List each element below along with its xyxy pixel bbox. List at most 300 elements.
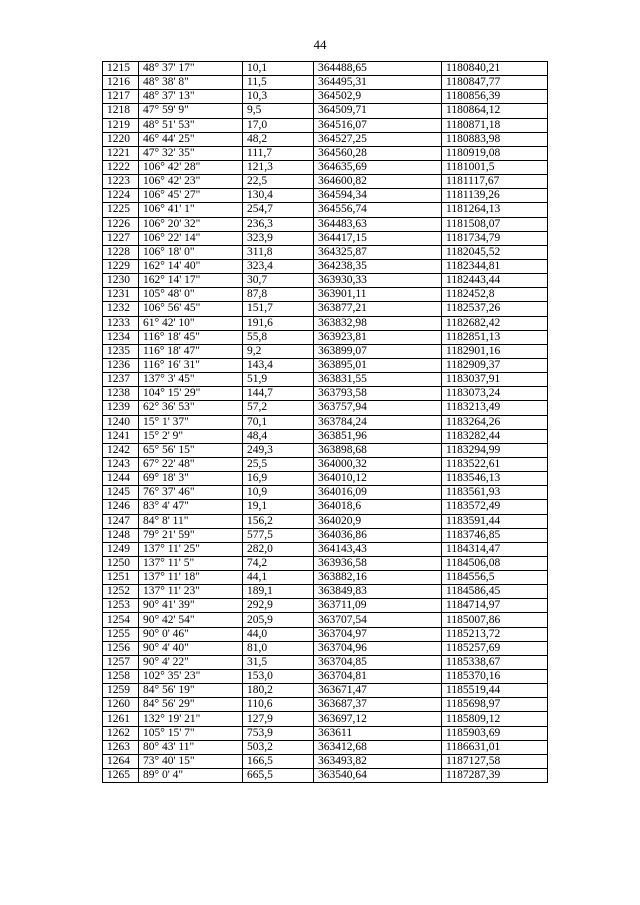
distance-cell: 205,9: [243, 613, 314, 627]
y-coordinate-cell: 1181117,67: [442, 175, 548, 189]
y-coordinate-cell: 1185519,44: [442, 684, 548, 698]
y-coordinate-cell: 1184714,97: [442, 599, 548, 613]
distance-cell: 9,5: [243, 104, 314, 118]
table-row: [103, 344, 548, 358]
y-coordinate-cell: 1183282,44: [442, 429, 548, 443]
angle-cell: 84° 8' 11": [139, 514, 243, 528]
distance-cell: 44,0: [243, 627, 314, 641]
distance-cell: 44,1: [243, 571, 314, 585]
y-coordinate-cell: 1182452,8: [442, 288, 548, 302]
distance-cell: 110,6: [243, 698, 314, 712]
table-row: [103, 118, 548, 132]
point-number-cell: 1265: [103, 769, 139, 783]
angle-cell: 162° 14' 17": [139, 274, 243, 288]
distance-cell: 292,9: [243, 599, 314, 613]
distance-cell: 10,1: [243, 62, 314, 76]
y-coordinate-cell: 1185809,12: [442, 712, 548, 726]
point-number-cell: 1240: [103, 415, 139, 429]
x-coordinate-cell: 363898,68: [314, 443, 442, 457]
y-coordinate-cell: 1183264,26: [442, 415, 548, 429]
table-row: [103, 245, 548, 259]
y-coordinate-cell: 1182443,44: [442, 274, 548, 288]
table-row: [103, 259, 548, 273]
distance-cell: 282,0: [243, 542, 314, 556]
x-coordinate-cell: 363784,24: [314, 415, 442, 429]
x-coordinate-cell: 363851,96: [314, 429, 442, 443]
angle-cell: 80° 43' 11": [139, 740, 243, 754]
point-number-cell: 1229: [103, 259, 139, 273]
x-coordinate-cell: 363849,83: [314, 585, 442, 599]
x-coordinate-cell: 364325,87: [314, 245, 442, 259]
angle-cell: 106° 22' 14": [139, 231, 243, 245]
coordinates-table: [102, 61, 548, 783]
table-row: [103, 429, 548, 443]
x-coordinate-cell: 364527,25: [314, 132, 442, 146]
point-number-cell: 1244: [103, 472, 139, 486]
x-coordinate-cell: 363412,68: [314, 740, 442, 754]
table-row: [103, 613, 548, 627]
y-coordinate-cell: 1183037,91: [442, 373, 548, 387]
angle-cell: 132° 19' 21": [139, 712, 243, 726]
table-row: [103, 302, 548, 316]
point-number-cell: 1257: [103, 655, 139, 669]
point-number-cell: 1220: [103, 132, 139, 146]
y-coordinate-cell: 1184506,08: [442, 556, 548, 570]
angle-cell: 61° 42' 10": [139, 316, 243, 330]
angle-cell: 116° 18' 47": [139, 344, 243, 358]
angle-cell: 106° 18' 0": [139, 245, 243, 259]
distance-cell: 31,5: [243, 655, 314, 669]
x-coordinate-cell: 364000,32: [314, 457, 442, 471]
angle-cell: 79° 21' 59": [139, 528, 243, 542]
point-number-cell: 1241: [103, 429, 139, 443]
angle-cell: 90° 4' 22": [139, 655, 243, 669]
y-coordinate-cell: 1183546,13: [442, 472, 548, 486]
angle-cell: 76° 37' 46": [139, 486, 243, 500]
angle-cell: 137° 3' 45": [139, 373, 243, 387]
table-row: [103, 740, 548, 754]
table-row: [103, 76, 548, 90]
point-number-cell: 1263: [103, 740, 139, 754]
point-number-cell: 1224: [103, 189, 139, 203]
x-coordinate-cell: 363704,81: [314, 670, 442, 684]
x-coordinate-cell: 363831,55: [314, 373, 442, 387]
table-row: [103, 387, 548, 401]
y-coordinate-cell: 1183746,85: [442, 528, 548, 542]
angle-cell: 105° 15' 7": [139, 726, 243, 740]
x-coordinate-cell: 363540,64: [314, 769, 442, 783]
table-row: [103, 684, 548, 698]
distance-cell: 665,5: [243, 769, 314, 783]
point-number-cell: 1239: [103, 401, 139, 415]
y-coordinate-cell: 1186631,01: [442, 740, 548, 754]
angle-cell: 137° 11' 18": [139, 571, 243, 585]
distance-cell: 17,0: [243, 118, 314, 132]
angle-cell: 48° 38' 8": [139, 76, 243, 90]
table-row: [103, 316, 548, 330]
table-row: [103, 500, 548, 514]
distance-cell: 151,7: [243, 302, 314, 316]
y-coordinate-cell: 1185903,69: [442, 726, 548, 740]
point-number-cell: 1262: [103, 726, 139, 740]
table-row: [103, 443, 548, 457]
y-coordinate-cell: 1181734,79: [442, 231, 548, 245]
x-coordinate-cell: 363793,58: [314, 387, 442, 401]
distance-cell: 11,5: [243, 76, 314, 90]
x-coordinate-cell: 363923,81: [314, 330, 442, 344]
distance-cell: 111,7: [243, 146, 314, 160]
angle-cell: 90° 41' 39": [139, 599, 243, 613]
y-coordinate-cell: 1184586,45: [442, 585, 548, 599]
angle-cell: 46° 44' 25": [139, 132, 243, 146]
angle-cell: 69° 18' 3": [139, 472, 243, 486]
distance-cell: 503,2: [243, 740, 314, 754]
x-coordinate-cell: 364600,82: [314, 175, 442, 189]
angle-cell: 67° 22' 48": [139, 457, 243, 471]
angle-cell: 104° 15' 29": [139, 387, 243, 401]
y-coordinate-cell: 1185007,86: [442, 613, 548, 627]
y-coordinate-cell: 1185213,72: [442, 627, 548, 641]
point-number-cell: 1232: [103, 302, 139, 316]
y-coordinate-cell: 1180864,12: [442, 104, 548, 118]
angle-cell: 62° 36' 53": [139, 401, 243, 415]
x-coordinate-cell: 363757,94: [314, 401, 442, 415]
table-row: [103, 146, 548, 160]
x-coordinate-cell: 363832,98: [314, 316, 442, 330]
distance-cell: 74,2: [243, 556, 314, 570]
point-number-cell: 1260: [103, 698, 139, 712]
x-coordinate-cell: 364560,28: [314, 146, 442, 160]
y-coordinate-cell: 1183294,99: [442, 443, 548, 457]
point-number-cell: 1238: [103, 387, 139, 401]
y-coordinate-cell: 1183572,49: [442, 500, 548, 514]
y-coordinate-cell: 1182909,37: [442, 358, 548, 372]
table-body: [103, 62, 548, 783]
x-coordinate-cell: 364010,12: [314, 472, 442, 486]
table-row: [103, 769, 548, 783]
table-row: [103, 288, 548, 302]
angle-cell: 83° 4' 47": [139, 500, 243, 514]
point-number-cell: 1253: [103, 599, 139, 613]
point-number-cell: 1255: [103, 627, 139, 641]
angle-cell: 48° 37' 13": [139, 90, 243, 104]
x-coordinate-cell: 363697,12: [314, 712, 442, 726]
angle-cell: 90° 42' 54": [139, 613, 243, 627]
y-coordinate-cell: 1183213,49: [442, 401, 548, 415]
x-coordinate-cell: 364502,9: [314, 90, 442, 104]
table-row: [103, 641, 548, 655]
point-number-cell: 1226: [103, 217, 139, 231]
angle-cell: 106° 45' 27": [139, 189, 243, 203]
y-coordinate-cell: 1180856,39: [442, 90, 548, 104]
angle-cell: 105° 48' 0": [139, 288, 243, 302]
y-coordinate-cell: 1180871,18: [442, 118, 548, 132]
y-coordinate-cell: 1185338,67: [442, 655, 548, 669]
angle-cell: 162° 14' 40": [139, 259, 243, 273]
angle-cell: 137° 11' 5": [139, 556, 243, 570]
point-number-cell: 1245: [103, 486, 139, 500]
distance-cell: 48,4: [243, 429, 314, 443]
page-number: 44: [313, 37, 327, 52]
angle-cell: 106° 42' 23": [139, 175, 243, 189]
angle-cell: 116° 16' 31": [139, 358, 243, 372]
table-row: [103, 655, 548, 669]
distance-cell: 236,3: [243, 217, 314, 231]
y-coordinate-cell: 1181139,26: [442, 189, 548, 203]
x-coordinate-cell: 363895,01: [314, 358, 442, 372]
y-coordinate-cell: 1182045,52: [442, 245, 548, 259]
distance-cell: 55,8: [243, 330, 314, 344]
distance-cell: 70,1: [243, 415, 314, 429]
y-coordinate-cell: 1181264,13: [442, 203, 548, 217]
distance-cell: 189,1: [243, 585, 314, 599]
table-row: [103, 104, 548, 118]
y-coordinate-cell: 1184314,47: [442, 542, 548, 556]
x-coordinate-cell: 363707,54: [314, 613, 442, 627]
y-coordinate-cell: 1180919,08: [442, 146, 548, 160]
x-coordinate-cell: 363882,16: [314, 571, 442, 585]
angle-cell: 106° 41' 1": [139, 203, 243, 217]
table-row: [103, 189, 548, 203]
x-coordinate-cell: 363704,85: [314, 655, 442, 669]
table-row: [103, 670, 548, 684]
x-coordinate-cell: 363704,96: [314, 641, 442, 655]
table-row: [103, 175, 548, 189]
y-coordinate-cell: 1182901,16: [442, 344, 548, 358]
distance-cell: 144,7: [243, 387, 314, 401]
x-coordinate-cell: 363671,47: [314, 684, 442, 698]
y-coordinate-cell: 1185257,69: [442, 641, 548, 655]
x-coordinate-cell: 363877,21: [314, 302, 442, 316]
point-number-cell: 1223: [103, 175, 139, 189]
distance-cell: 323,4: [243, 259, 314, 273]
table-row: [103, 330, 548, 344]
point-number-cell: 1243: [103, 457, 139, 471]
table-row: [103, 726, 548, 740]
point-number-cell: 1251: [103, 571, 139, 585]
point-number-cell: 1250: [103, 556, 139, 570]
table-row: [103, 457, 548, 471]
point-number-cell: 1221: [103, 146, 139, 160]
table-row: [103, 472, 548, 486]
x-coordinate-cell: 364516,07: [314, 118, 442, 132]
distance-cell: 143,4: [243, 358, 314, 372]
point-number-cell: 1249: [103, 542, 139, 556]
table-row: [103, 90, 548, 104]
point-number-cell: 1227: [103, 231, 139, 245]
point-number-cell: 1259: [103, 684, 139, 698]
distance-cell: 130,4: [243, 189, 314, 203]
angle-cell: 73° 40' 15": [139, 754, 243, 768]
distance-cell: 127,9: [243, 712, 314, 726]
table-row: [103, 203, 548, 217]
x-coordinate-cell: 363901,11: [314, 288, 442, 302]
table-row: [103, 160, 548, 174]
distance-cell: 10,3: [243, 90, 314, 104]
angle-cell: 47° 59' 9": [139, 104, 243, 118]
point-number-cell: 1264: [103, 754, 139, 768]
y-coordinate-cell: 1180840,21: [442, 62, 548, 76]
table-row: [103, 712, 548, 726]
y-coordinate-cell: 1184556,5: [442, 571, 548, 585]
distance-cell: 254,7: [243, 203, 314, 217]
table-row: [103, 585, 548, 599]
angle-cell: 48° 37' 17": [139, 62, 243, 76]
table-row: [103, 132, 548, 146]
distance-cell: 577,5: [243, 528, 314, 542]
point-number-cell: 1246: [103, 500, 139, 514]
y-coordinate-cell: 1182344,81: [442, 259, 548, 273]
x-coordinate-cell: 363687,37: [314, 698, 442, 712]
point-number-cell: 1237: [103, 373, 139, 387]
point-number-cell: 1258: [103, 670, 139, 684]
y-coordinate-cell: 1183591,44: [442, 514, 548, 528]
distance-cell: 30,7: [243, 274, 314, 288]
x-coordinate-cell: 364488,65: [314, 62, 442, 76]
table-row: [103, 698, 548, 712]
distance-cell: 180,2: [243, 684, 314, 698]
point-number-cell: 1233: [103, 316, 139, 330]
y-coordinate-cell: 1183561,93: [442, 486, 548, 500]
distance-cell: 19,1: [243, 500, 314, 514]
table-row: [103, 571, 548, 585]
angle-cell: 106° 20' 32": [139, 217, 243, 231]
x-coordinate-cell: 364495,31: [314, 76, 442, 90]
angle-cell: 90° 4' 40": [139, 641, 243, 655]
x-coordinate-cell: 363936,58: [314, 556, 442, 570]
angle-cell: 15° 2' 9": [139, 429, 243, 443]
y-coordinate-cell: 1182682,42: [442, 316, 548, 330]
distance-cell: 87,8: [243, 288, 314, 302]
point-number-cell: 1217: [103, 90, 139, 104]
table-row: [103, 556, 548, 570]
distance-cell: 48,2: [243, 132, 314, 146]
point-number-cell: 1236: [103, 358, 139, 372]
y-coordinate-cell: 1182851,13: [442, 330, 548, 344]
point-number-cell: 1242: [103, 443, 139, 457]
distance-cell: 10,9: [243, 486, 314, 500]
x-coordinate-cell: 364018,6: [314, 500, 442, 514]
table-row: [103, 542, 548, 556]
table-row: [103, 373, 548, 387]
angle-cell: 106° 56' 45": [139, 302, 243, 316]
angle-cell: 15° 1' 37": [139, 415, 243, 429]
distance-cell: 9,2: [243, 344, 314, 358]
table-row: [103, 231, 548, 245]
point-number-cell: 1219: [103, 118, 139, 132]
point-number-cell: 1225: [103, 203, 139, 217]
x-coordinate-cell: 364036,86: [314, 528, 442, 542]
point-number-cell: 1222: [103, 160, 139, 174]
table-row: [103, 274, 548, 288]
x-coordinate-cell: 364483,63: [314, 217, 442, 231]
point-number-cell: 1218: [103, 104, 139, 118]
point-number-cell: 1231: [103, 288, 139, 302]
point-number-cell: 1228: [103, 245, 139, 259]
x-coordinate-cell: 363704,97: [314, 627, 442, 641]
table-row: [103, 528, 548, 542]
table-row: [103, 627, 548, 641]
point-number-cell: 1254: [103, 613, 139, 627]
distance-cell: 249,3: [243, 443, 314, 457]
distance-cell: 25,5: [243, 457, 314, 471]
table-row: [103, 486, 548, 500]
angle-cell: 84° 56' 29": [139, 698, 243, 712]
angle-cell: 137° 11' 25": [139, 542, 243, 556]
angle-cell: 89° 0' 4": [139, 769, 243, 783]
distance-cell: 156,2: [243, 514, 314, 528]
y-coordinate-cell: 1185370,16: [442, 670, 548, 684]
y-coordinate-cell: 1180847,77: [442, 76, 548, 90]
angle-cell: 106° 42' 28": [139, 160, 243, 174]
angle-cell: 47° 32' 35": [139, 146, 243, 160]
distance-cell: 311,8: [243, 245, 314, 259]
point-number-cell: 1216: [103, 76, 139, 90]
point-number-cell: 1234: [103, 330, 139, 344]
angle-cell: 48° 51' 53": [139, 118, 243, 132]
angle-cell: 65° 56' 15": [139, 443, 243, 457]
point-number-cell: 1248: [103, 528, 139, 542]
x-coordinate-cell: 364509,71: [314, 104, 442, 118]
y-coordinate-cell: 1187287,39: [442, 769, 548, 783]
distance-cell: 22,5: [243, 175, 314, 189]
y-coordinate-cell: 1185698,97: [442, 698, 548, 712]
x-coordinate-cell: 363930,33: [314, 274, 442, 288]
angle-cell: 137° 11' 23": [139, 585, 243, 599]
table-row: [103, 514, 548, 528]
x-coordinate-cell: 364417,15: [314, 231, 442, 245]
distance-cell: 191,6: [243, 316, 314, 330]
distance-cell: 121,3: [243, 160, 314, 174]
point-number-cell: 1215: [103, 62, 139, 76]
x-coordinate-cell: 364635,69: [314, 160, 442, 174]
x-coordinate-cell: 364020,9: [314, 514, 442, 528]
x-coordinate-cell: 364238,35: [314, 259, 442, 273]
table-row: [103, 62, 548, 76]
y-coordinate-cell: 1183073,24: [442, 387, 548, 401]
point-number-cell: 1252: [103, 585, 139, 599]
distance-cell: 16,9: [243, 472, 314, 486]
distance-cell: 166,5: [243, 754, 314, 768]
y-coordinate-cell: 1180883,98: [442, 132, 548, 146]
point-number-cell: 1256: [103, 641, 139, 655]
x-coordinate-cell: 364016,09: [314, 486, 442, 500]
distance-cell: 51,9: [243, 373, 314, 387]
distance-cell: 323,9: [243, 231, 314, 245]
angle-cell: 116° 18' 45": [139, 330, 243, 344]
x-coordinate-cell: 364556,74: [314, 203, 442, 217]
point-number-cell: 1247: [103, 514, 139, 528]
table-row: [103, 358, 548, 372]
distance-cell: 753,9: [243, 726, 314, 740]
angle-cell: 84° 56' 19": [139, 684, 243, 698]
distance-cell: 81,0: [243, 641, 314, 655]
x-coordinate-cell: 364143,43: [314, 542, 442, 556]
point-number-cell: 1235: [103, 344, 139, 358]
x-coordinate-cell: 364594,34: [314, 189, 442, 203]
table-row: [103, 217, 548, 231]
y-coordinate-cell: 1182537,26: [442, 302, 548, 316]
x-coordinate-cell: 363493,82: [314, 754, 442, 768]
y-coordinate-cell: 1183522,61: [442, 457, 548, 471]
y-coordinate-cell: 1187127,58: [442, 754, 548, 768]
point-number-cell: 1261: [103, 712, 139, 726]
table-row: [103, 401, 548, 415]
angle-cell: 90° 0' 46": [139, 627, 243, 641]
distance-cell: 57,2: [243, 401, 314, 415]
y-coordinate-cell: 1181001,5: [442, 160, 548, 174]
x-coordinate-cell: 363611: [314, 726, 442, 740]
